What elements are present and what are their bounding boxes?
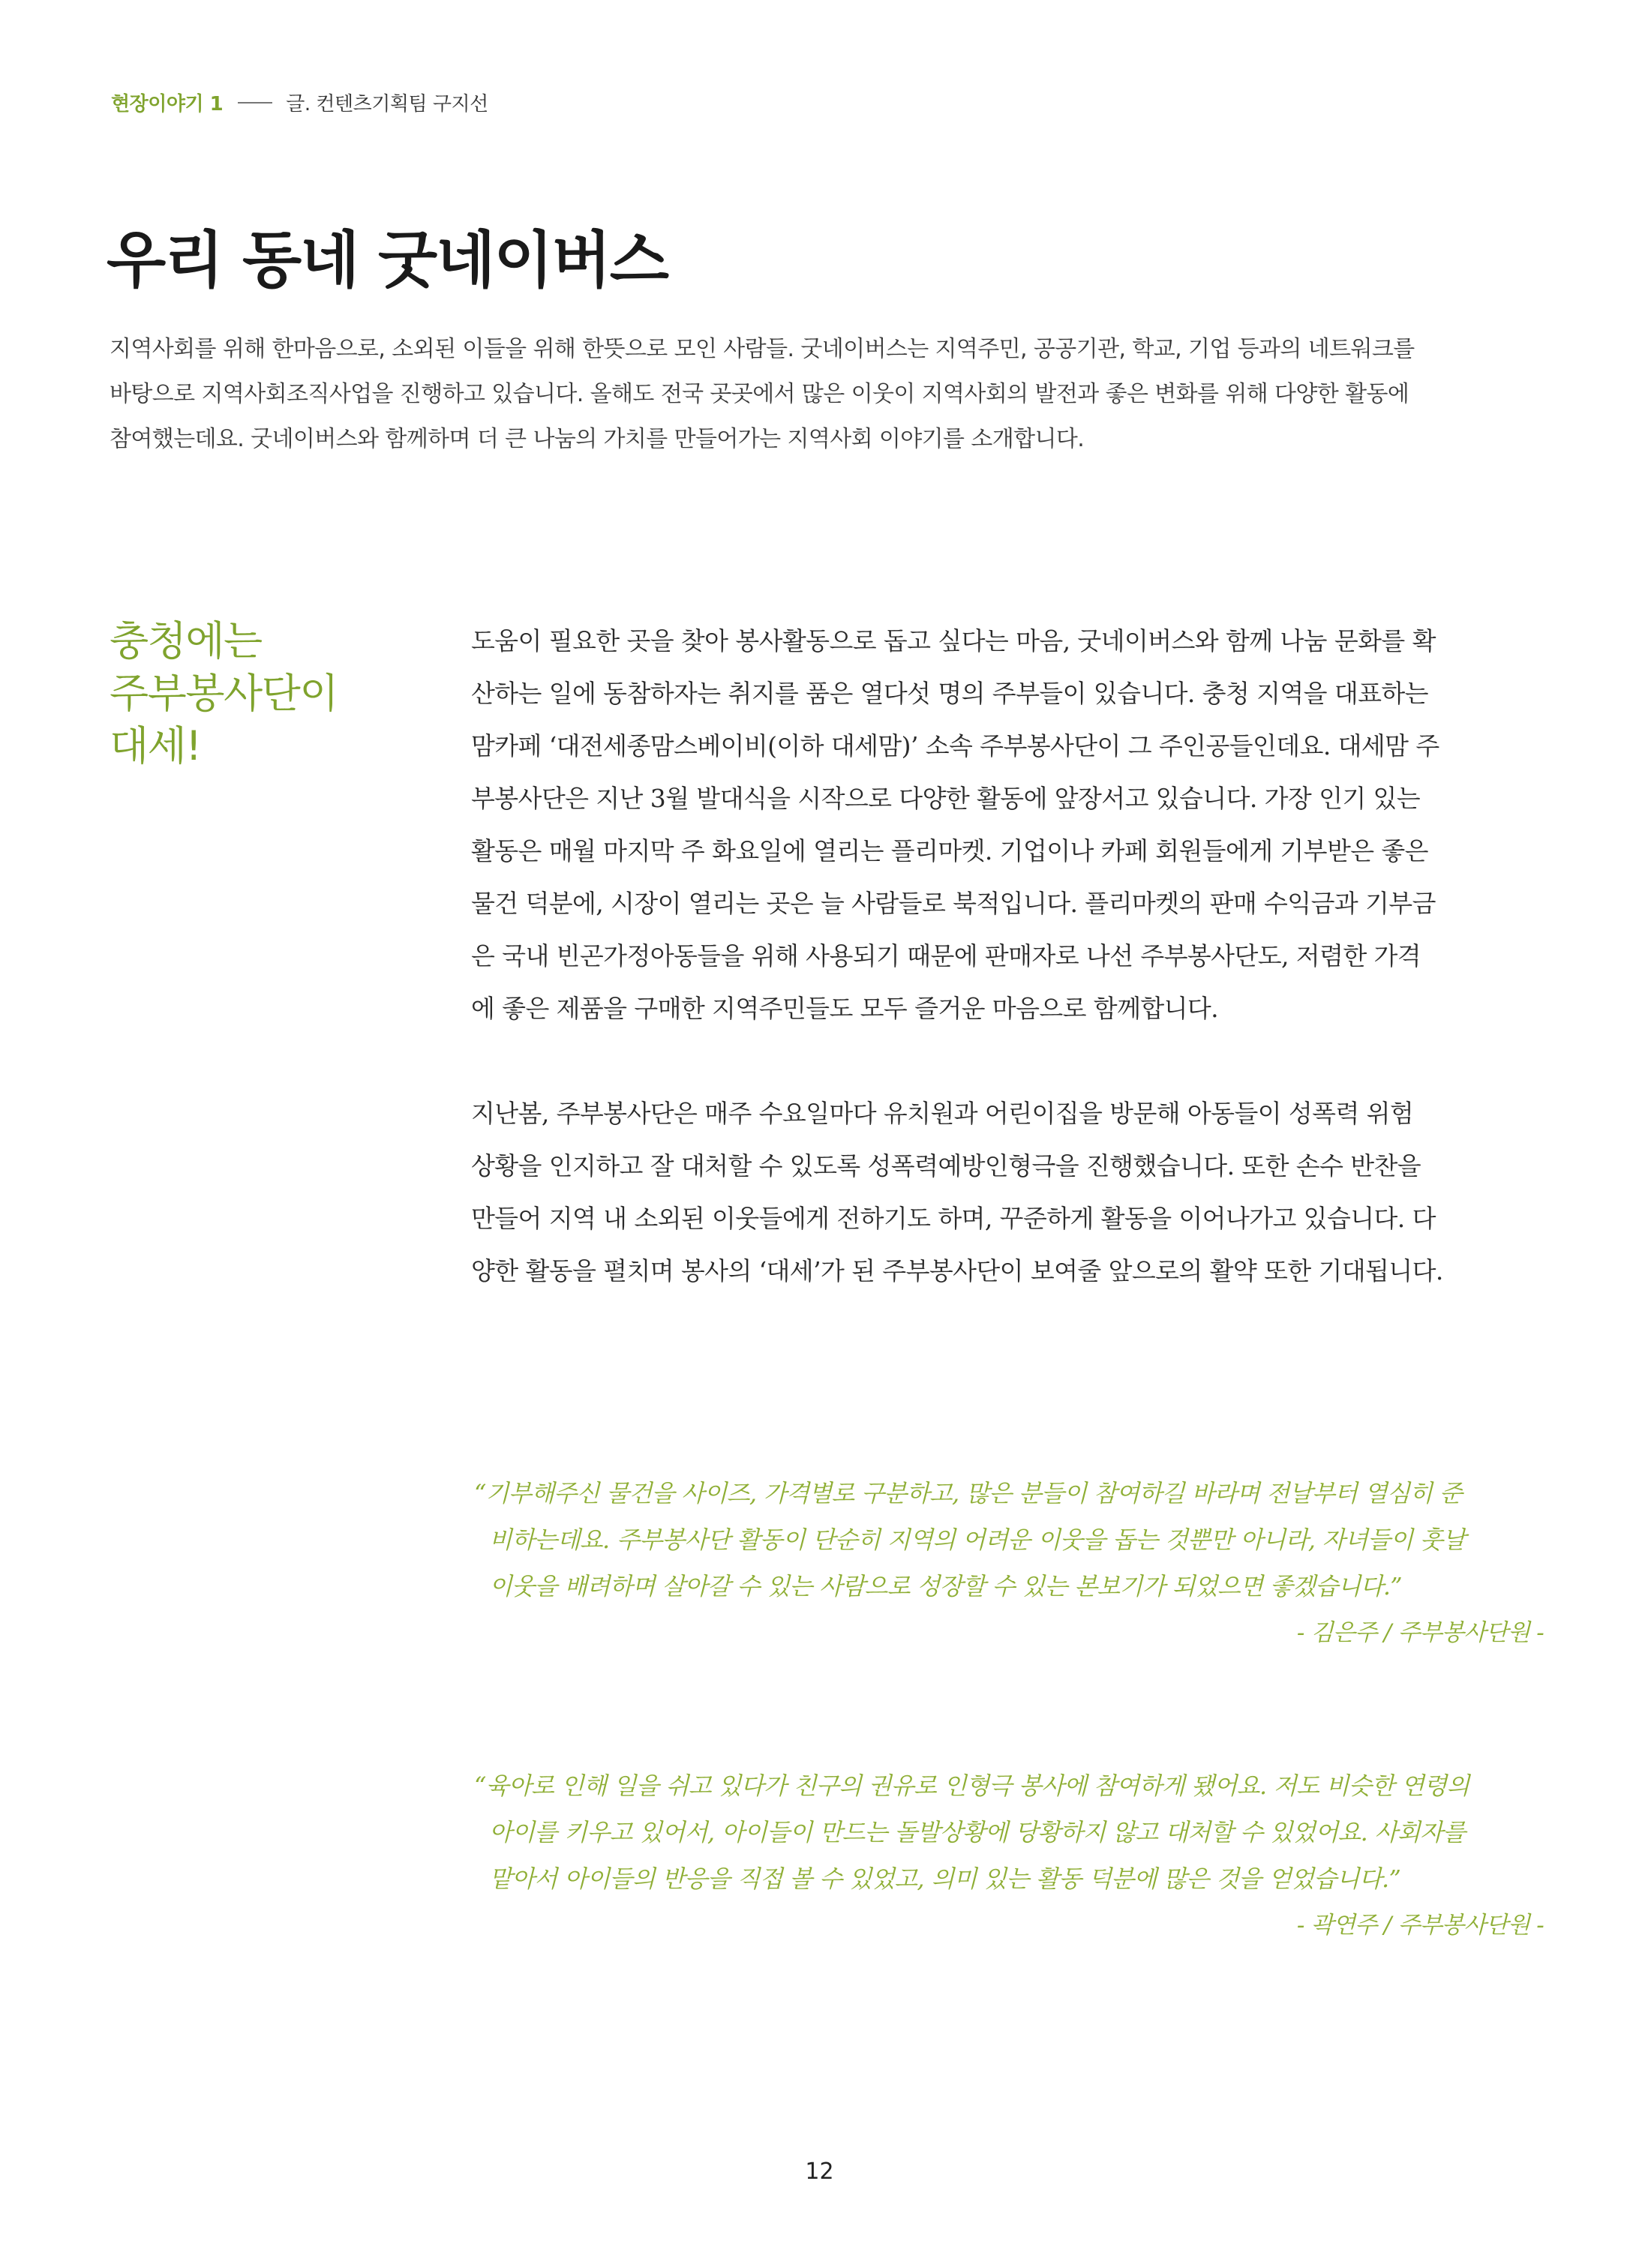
side-heading-line: 대세! xyxy=(110,722,201,770)
author-credit: 글. 컨텐츠기획팀 구지선 xyxy=(286,93,488,116)
quote-line: “기부해주신 물건을 사이즈, 가격별로 구분하고, 많은 분들이 참여하길 바라며 전날부터 열심히 준 xyxy=(474,1479,1463,1508)
intro-paragraph xyxy=(110,327,1535,462)
body-line: 지난봄, 주부봉사단은 매주 수요일마다 유치원과 어린이집을 방문해 아동들이 성폭력 위험 xyxy=(471,1099,1414,1128)
article-body xyxy=(471,615,1544,1298)
body-line: 상황을 인지하고 잘 대처할 수 있도록 성폭력예방인형극을 진행했습니다. 또한 손수 반찬을 xyxy=(471,1151,1421,1180)
intro-line: 참여했는데요. 굿네이버스와 함께하며 더 큰 나눔의 가치를 만들어가는 지역사회 이야기를 소개합니다. xyxy=(110,426,1085,452)
side-heading xyxy=(110,615,338,772)
body-line: 에 좋은 제품을 구매한 지역주민들도 모두 즐거운 마음으로 함께합니다. xyxy=(471,994,1219,1023)
quote-line: 맡아서 아이들의 반응을 직접 볼 수 있었고, 의미 있는 활동 덕분에 많은 것을 얻었습니다.” xyxy=(489,1864,1401,1893)
body-line: 부봉사단은 지난 3월 발대식을 시작으로 다양한 활동에 앞장서고 있습니다. 가장 인기 있는 xyxy=(471,784,1421,813)
body-line: 은 국내 빈곤가정아동들을 위해 사용되기 때문에 판매자로 나선 주부봉사단도, 저렴한 가격 xyxy=(471,941,1421,970)
quote-line: 이웃을 배려하며 살아갈 수 있는 사람으로 성장할 수 있는 본보기가 되었으면 좋겠습니다.” xyxy=(489,1572,1402,1600)
quote-attribution: - 김은주 / 주부봉사단원 - xyxy=(1296,1619,1544,1646)
intro-line: 지역사회를 위해 한마음으로, 소외된 이들을 위해 한뜻으로 모인 사람들. 굿네이버스는 지역주민, 공공기관, 학교, 기업 등과의 네트워크를 xyxy=(110,336,1415,362)
side-heading-line: 충청에는 xyxy=(110,617,262,664)
quote-line: 비하는데요. 주부봉사단 활동이 단순히 지역의 어려운 이웃을 돕는 것뿐만 아니라, 자녀들이 훗날 xyxy=(489,1526,1466,1554)
body-paragraph-1 xyxy=(471,615,1544,1035)
side-heading-line: 주부봉사단이 xyxy=(110,670,338,717)
quote-attribution: - 곽연주 / 주부봉사단원 - xyxy=(1296,1912,1544,1939)
body-line: 양한 활동을 펼치며 봉사의 ‘대세’가 된 주부봉사단이 보여줄 앞으로의 활약 또한 기대됩니다. xyxy=(471,1256,1443,1286)
body-line: 물건 덕분에, 시장이 열리는 곳은 늘 사람들로 북적입니다. 플리마켓의 판매 수익금과 기부금 xyxy=(471,889,1436,918)
page-number: 12 xyxy=(805,2158,834,2185)
body-line: 도움이 필요한 곳을 찾아 봉사활동으로 돕고 싶다는 마음, 굿네이버스와 함께 나눔 문화를 확 xyxy=(471,626,1436,656)
section-label: 현장이야기 1 xyxy=(111,93,224,116)
body-line: 만들어 지역 내 소외된 이웃들에게 전하기도 하며, 꾸준하게 활동을 이어나가고 있습니다. 다 xyxy=(471,1204,1436,1233)
body-line: 맘카페 ‘대전세종맘스베이비(이하 대세맘)’ 소속 주부봉사단이 그 주인공들인데요. 대세맘 주 xyxy=(471,731,1439,760)
quote-block-1 xyxy=(474,1470,1544,1656)
intro-line: 바탕으로 지역사회조직사업을 진행하고 있습니다. 올해도 전국 곳곳에서 많은 이웃이 지역사회의 발전과 좋은 변화를 위해 다양한 활동에 xyxy=(110,381,1409,407)
article-header xyxy=(111,88,488,116)
body-line: 산하는 일에 동참하자는 취지를 품은 열다섯 명의 주부들이 있습니다. 충청 지역을 대표하는 xyxy=(471,679,1428,708)
body-line: 활동은 매월 마지막 주 화요일에 열리는 플리마켓. 기업이나 카페 회원들에게 기부받은 좋은 xyxy=(471,836,1428,866)
header-divider xyxy=(238,102,272,104)
quote-line: “육아로 인해 일을 쉬고 있다가 친구의 권유로 인형극 봉사에 참여하게 됐어요. 저도 비슷한 연령의 xyxy=(474,1772,1469,1800)
quote-block-2 xyxy=(474,1762,1544,1948)
quote-line: 아이를 키우고 있어서, 아이들이 만드는 돌발상황에 당황하지 않고 대처할 수 있었어요. 사회자를 xyxy=(489,1818,1466,1846)
body-paragraph-2 xyxy=(471,1088,1544,1298)
page-title: 우리 동네 굿네이버스 xyxy=(107,225,668,296)
